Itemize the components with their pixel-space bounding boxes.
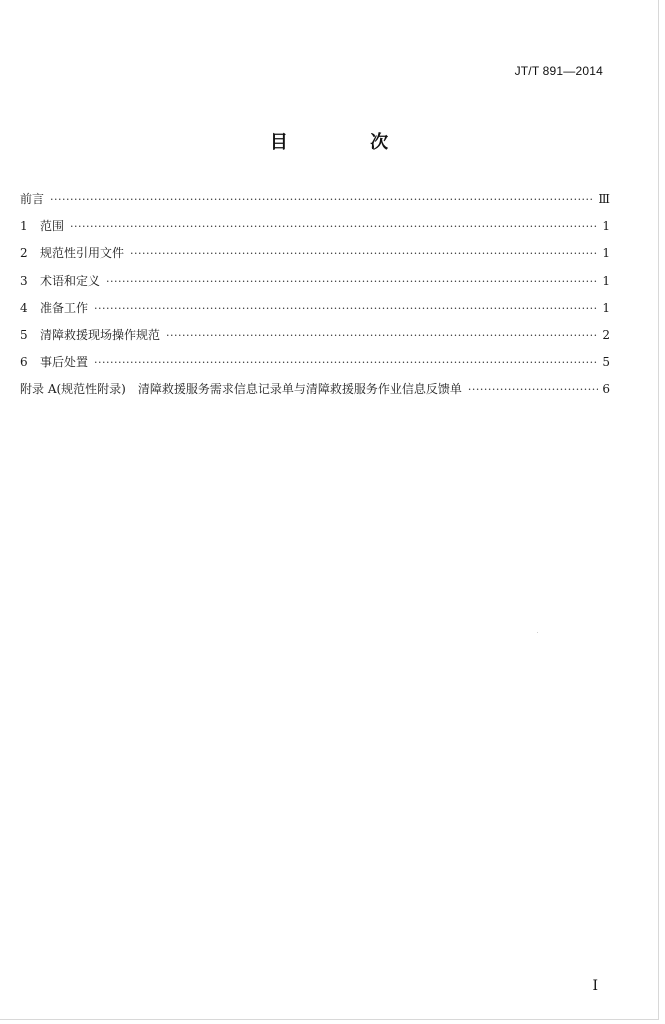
toc-entry-label: 规范性引用文件 [40, 246, 125, 261]
toc-entry-page: 1 [602, 246, 610, 261]
toc-leader-dots [94, 356, 598, 369]
toc-entry-number: 1 [20, 219, 28, 234]
toc-entry-preparation[interactable] [20, 299, 610, 326]
table-of-contents [20, 190, 610, 408]
toc-entry-label [20, 380, 468, 397]
toc-leader-dots [94, 302, 598, 315]
toc-entry-page: 2 [602, 327, 610, 342]
toc-entry-page: 5 [602, 355, 610, 370]
toc-entry-appendix-a[interactable] [20, 380, 610, 407]
toc-entry-onsite-operation[interactable] [20, 326, 610, 353]
toc-entry-label: 准备工作 [40, 300, 89, 315]
toc-entry-page: Ⅲ [598, 192, 610, 206]
toc-title: 目 次 [269, 132, 427, 153]
toc-entry-normative-references[interactable] [20, 244, 610, 271]
toc-leader-dots [106, 275, 598, 288]
toc-entry-label: 术语和定义 [40, 273, 101, 288]
toc-entry-number: 5 [20, 327, 28, 342]
toc-entry-page: 1 [602, 273, 610, 288]
toc-leader-dots [70, 220, 598, 233]
toc-appendix-title: 清障救援服务需求信息记录单与清障救援服务作业信息反馈单 [137, 382, 462, 397]
toc-leader-dots [468, 383, 598, 396]
scan-speck [537, 632, 538, 633]
toc-entry-foreword[interactable] [20, 190, 610, 217]
page-number: I [592, 978, 598, 994]
toc-entry-label: 事后处置 [40, 355, 89, 370]
toc-entry-label: 范围 [40, 219, 65, 234]
toc-entry-page: 6 [602, 382, 610, 397]
toc-appendix-designation: 附录 A(规范性附录) [20, 382, 126, 397]
toc-entry-number: 6 [20, 355, 28, 370]
toc-entry-number: 2 [20, 246, 28, 261]
toc-entry-number: 4 [20, 300, 28, 315]
toc-entry-page: 1 [602, 300, 610, 315]
toc-leader-dots [166, 329, 598, 342]
toc-leader-dots [50, 193, 594, 206]
toc-entry-aftermath[interactable] [20, 353, 610, 380]
toc-entry-page: 1 [602, 219, 610, 234]
toc-entry-label: 前言 [20, 192, 45, 206]
standard-code: JT/T 891—2014 [514, 64, 603, 78]
toc-leader-dots [130, 247, 598, 260]
toc-entry-number: 3 [20, 273, 28, 288]
toc-entry-label: 清障救援现场操作规范 [40, 327, 161, 342]
toc-entry-scope[interactable] [20, 217, 610, 244]
toc-entry-terms-definitions[interactable] [20, 272, 610, 299]
